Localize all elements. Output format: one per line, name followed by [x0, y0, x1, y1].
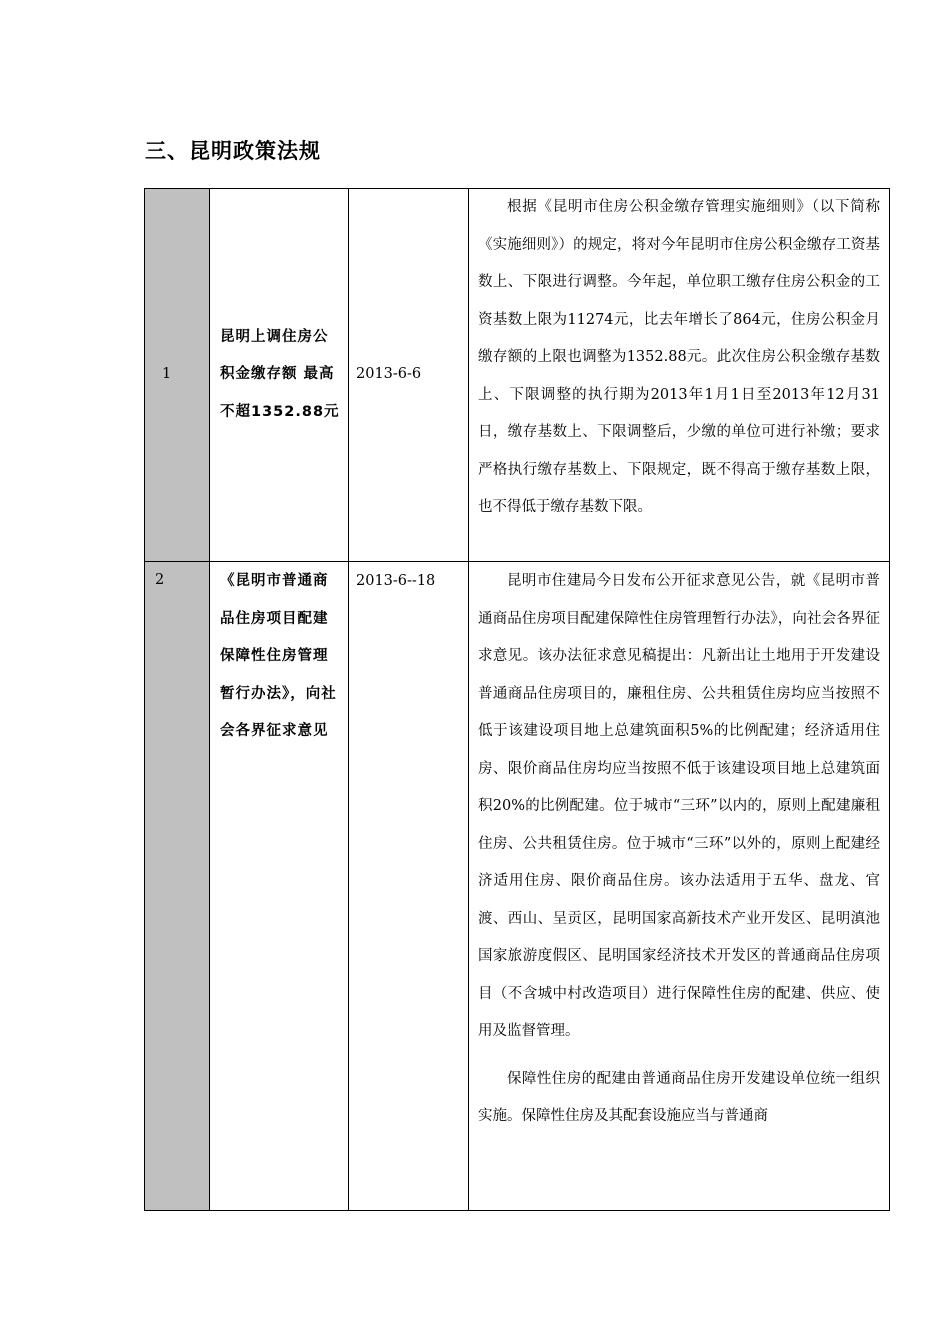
policy-title: 昆明上调住房公积金缴存额 最高不超1352.88元: [210, 189, 349, 562]
content-paragraph: 保障性住房的配建由普通商品住房开发建设单位统一组织实施。保障性住房及其配套设施应当与普通商: [478, 1070, 880, 1124]
policy-content: [469, 562, 890, 1211]
row-number: 1: [145, 189, 210, 562]
table-row: [145, 562, 890, 1211]
content-paragraph: 根据《昆明市住房公积金缴存管理实施细则》（以下简称《实施细则》）的规定，将对今年昆明市住房公积金缴存工资基数上、下限进行调整。今年起，单位职工缴存住房公积金的工资基数上限为11274元，比去年增长了864元，住房公积金月缴存额的上限也调整为1352.88元。此次住房公积金缴存基数上、下限调整的执行期为2013年1月1日至2013年12月31日，缴存基数上、下限调整后，少缴的单位可进行补缴；要求严格执行缴存基数上、下限规定，既不得高于缴存基数上限，也不得低于缴存基数下限。: [478, 199, 880, 515]
policy-title: 《昆明市普通商品住房项目配建保障性住房管理暂行办法》，向社会各界征求意见: [210, 562, 349, 1211]
content-paragraph: 昆明市住建局今日发布公开征求意见公告，就《昆明市普通商品住房项目配建保障性住房管理暂行办法》，向社会各界征求意见。该办法征求意见稿提出：凡新出让土地用于开发建设普通商品住房项目的，廉租住房、公共租赁住房均应当按照不低于该建设项目地上总建筑面积5%的比例配建；经济适用住房、限价商品住房均应当按照不低于该建设项目地上总建筑面积20%的比例配建。位于城市“三环”以内的，原则上配建廉租住房、公共租赁住房。位于城市“三环”以外的，原则上配建经济适用住房、限价商品住房。该办法适用于五华、盘龙、官渡、西山、呈贡区，昆明国家高新技术产业开发区、昆明滇池国家旅游度假区、昆明国家经济技术开发区的普通商品住房项目（不含城中村改造项目）进行保障性住房的配建、供应、使用及监督管理。: [478, 573, 880, 1039]
table-row: [145, 189, 890, 562]
policy-content: [469, 189, 890, 562]
row-number: 2: [145, 562, 210, 1211]
policy-date: 2013-6--18: [349, 562, 469, 1211]
policy-date: 2013-6-6: [349, 189, 469, 562]
section-heading: 三、昆明政策法规: [145, 139, 321, 163]
policy-table: [144, 188, 890, 1211]
